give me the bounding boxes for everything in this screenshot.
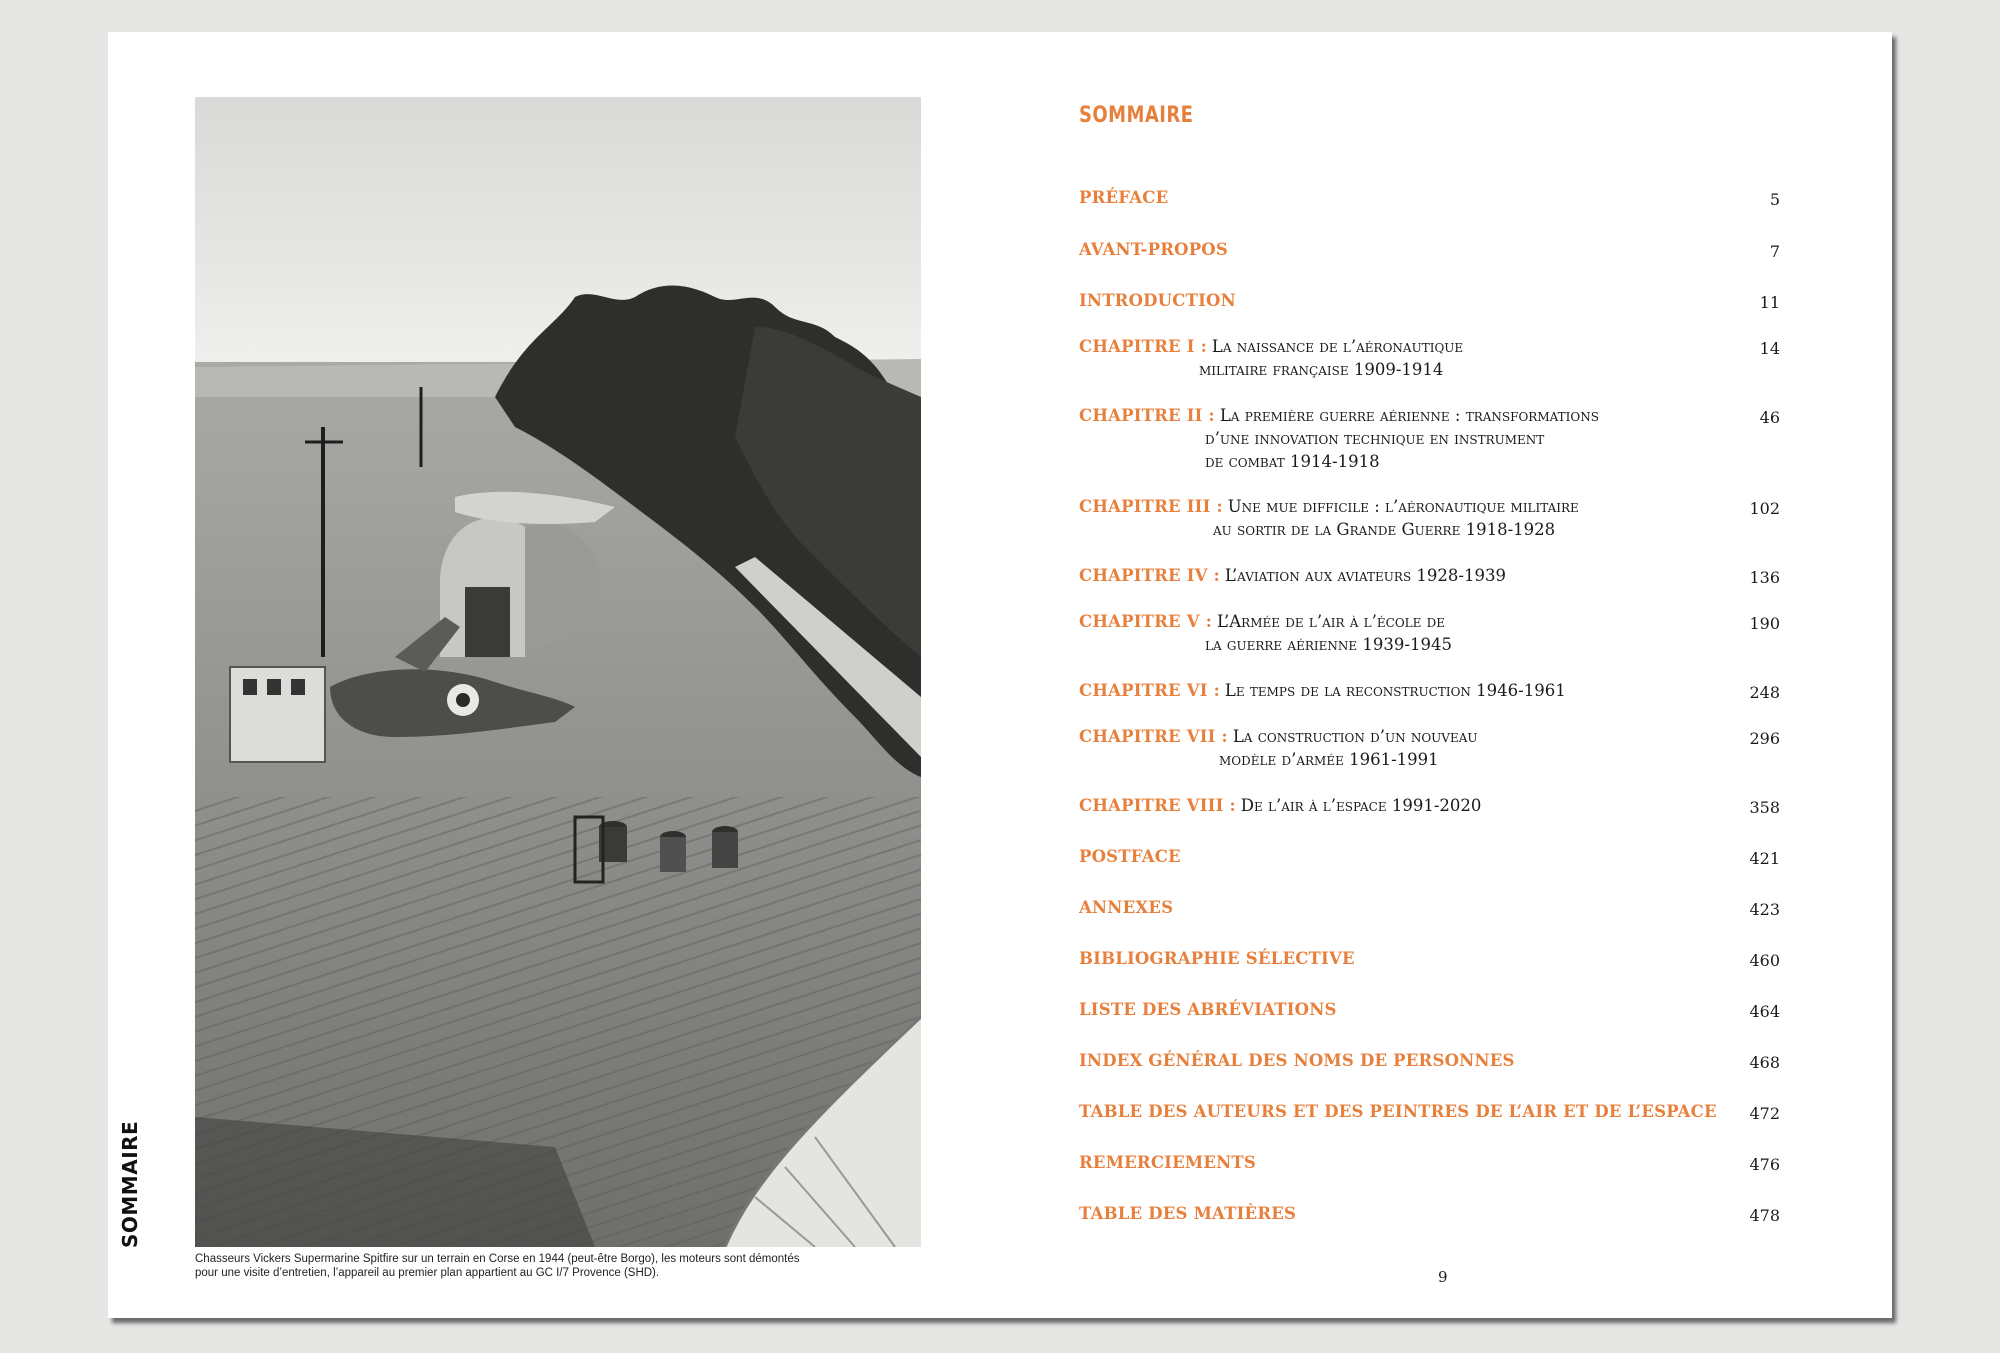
toc-entry-label: CHAPITRE VIII :	[1079, 796, 1236, 815]
caption-line-1: Chasseurs Vickers Supermarine Spitfire sur un terrain en Corse en 1944 (peut-être Borgo), les moteurs sont démontés	[195, 1253, 800, 1265]
toc-entry-title: de combat 1914-1918	[1205, 452, 1380, 471]
toc-entry-page: 11	[1759, 293, 1780, 312]
toc-entry-title: Le temps de la reconstruction 1946-1961	[1224, 681, 1566, 700]
toc-entry-page: 460	[1749, 951, 1780, 970]
toc-title: SOMMAIRE	[1079, 103, 1194, 128]
toc-entry[interactable]	[1079, 495, 1780, 541]
toc-entry-page: 421	[1749, 849, 1780, 868]
toc-entry-page: 358	[1749, 798, 1780, 817]
toc-entry-title: La construction d’un nouveau	[1232, 727, 1478, 746]
toc-entry-label: LISTE DES ABRÉVIATIONS	[1079, 1000, 1337, 1019]
toc-entry[interactable]	[1079, 947, 1780, 970]
toc-entry-title: La naissance de l’aéronautique	[1211, 337, 1464, 356]
toc-entry-page: 423	[1749, 900, 1780, 919]
toc-entry-label: CHAPITRE II :	[1079, 406, 1215, 425]
toc-entry-label: REMERCIEMENTS	[1079, 1153, 1256, 1172]
toc-entry-label: POSTFACE	[1079, 847, 1181, 866]
toc-entry[interactable]	[1079, 335, 1780, 381]
photo-caption	[195, 1252, 935, 1280]
toc-entry-page: 5	[1769, 190, 1780, 209]
toc-entry-page: 136	[1749, 568, 1780, 587]
toc-entry-title: L’aviation aux aviateurs 1928-1939	[1224, 566, 1506, 585]
toc-entry-label: CHAPITRE IV :	[1079, 566, 1220, 585]
toc-entry-label: INTRODUCTION	[1079, 291, 1236, 310]
caption-line-2: pour une visite d’entretien, l’appareil au premier plan appartient au GC I/7 Provence (SHD).	[195, 1267, 660, 1279]
toc-entry-label: ANNEXES	[1079, 898, 1174, 917]
toc-entry[interactable]	[1079, 564, 1780, 587]
toc-entry-title: au sortir de la Grande Guerre 1918-1928	[1213, 520, 1556, 539]
toc-entry[interactable]	[1079, 794, 1780, 817]
toc-entry[interactable]	[1079, 1049, 1780, 1072]
page-number: 9	[1438, 1268, 1448, 1286]
toc-entry[interactable]	[1079, 1151, 1780, 1174]
toc-entry-title: la guerre aérienne 1939-1945	[1205, 635, 1452, 654]
toc-entry-page: 468	[1749, 1053, 1780, 1072]
toc-entry-page: 464	[1749, 1002, 1780, 1021]
toc-entry[interactable]	[1079, 679, 1780, 702]
toc-entry-title: L’Armée de l’air à l’école de	[1217, 612, 1446, 631]
toc-entry-label: CHAPITRE III :	[1079, 497, 1223, 516]
toc-entry[interactable]	[1079, 610, 1780, 656]
toc-entry-title: modèle d’armée 1961-1991	[1219, 750, 1439, 769]
toc-entry-title: De l’air à l’espace 1991-2020	[1240, 796, 1482, 815]
toc-entry-label: CHAPITRE I :	[1079, 337, 1207, 356]
airfield-photo	[195, 97, 921, 1247]
toc-entry[interactable]	[1079, 1100, 1780, 1123]
toc-entry-title: La première guerre aérienne : transformations	[1219, 406, 1599, 425]
toc-entry-page: 478	[1749, 1206, 1780, 1225]
toc-entry[interactable]	[1079, 238, 1780, 261]
toc-entry[interactable]	[1079, 845, 1780, 868]
toc-entry[interactable]	[1079, 404, 1780, 473]
toc-entry-label: CHAPITRE VII :	[1079, 727, 1228, 746]
toc-entry-label: TABLE DES MATIÈRES	[1079, 1204, 1297, 1223]
toc-entry-title: d’une innovation technique en instrument	[1205, 429, 1545, 448]
toc-entry-page: 472	[1749, 1104, 1780, 1123]
toc-entry-label: AVANT-PROPOS	[1079, 240, 1228, 259]
toc-entry[interactable]	[1079, 186, 1780, 209]
toc-entry[interactable]	[1079, 725, 1780, 771]
toc-entry-page: 248	[1749, 683, 1780, 702]
toc-entry-label: PRÉFACE	[1079, 188, 1169, 207]
toc-entry-page: 190	[1749, 614, 1780, 633]
toc-entry[interactable]	[1079, 289, 1780, 312]
toc-entry-page: 7	[1769, 242, 1780, 261]
toc-entry-label: CHAPITRE V :	[1079, 612, 1212, 631]
toc-entry-label: INDEX GÉNÉRAL DES NOMS DE PERSONNES	[1079, 1051, 1515, 1070]
toc-entry-page: 296	[1749, 729, 1780, 748]
toc-entry-page: 476	[1749, 1155, 1780, 1174]
toc-entry-page: 46	[1759, 408, 1780, 427]
toc-entry-page: 102	[1749, 499, 1780, 518]
toc-entry[interactable]	[1079, 998, 1780, 1021]
toc-entry[interactable]	[1079, 1202, 1780, 1225]
toc-entry-page: 14	[1759, 339, 1780, 358]
toc-entry-label: TABLE DES AUTEURS ET DES PEINTRES DE L’AIR ET DE L’ESPACE	[1079, 1102, 1717, 1121]
toc-entry[interactable]	[1079, 896, 1780, 919]
toc-entry-title: militaire française 1909-1914	[1199, 360, 1444, 379]
toc-entry-label: CHAPITRE VI :	[1079, 681, 1220, 700]
airfield-photo-illustration	[195, 97, 921, 1247]
toc-entry-title: Une mue difficile : l’aéronautique militaire	[1227, 497, 1579, 516]
toc-entry-label: BIBLIOGRAPHIE SÉLECTIVE	[1079, 949, 1355, 968]
side-section-label: SOMMAIRE	[118, 1120, 142, 1248]
